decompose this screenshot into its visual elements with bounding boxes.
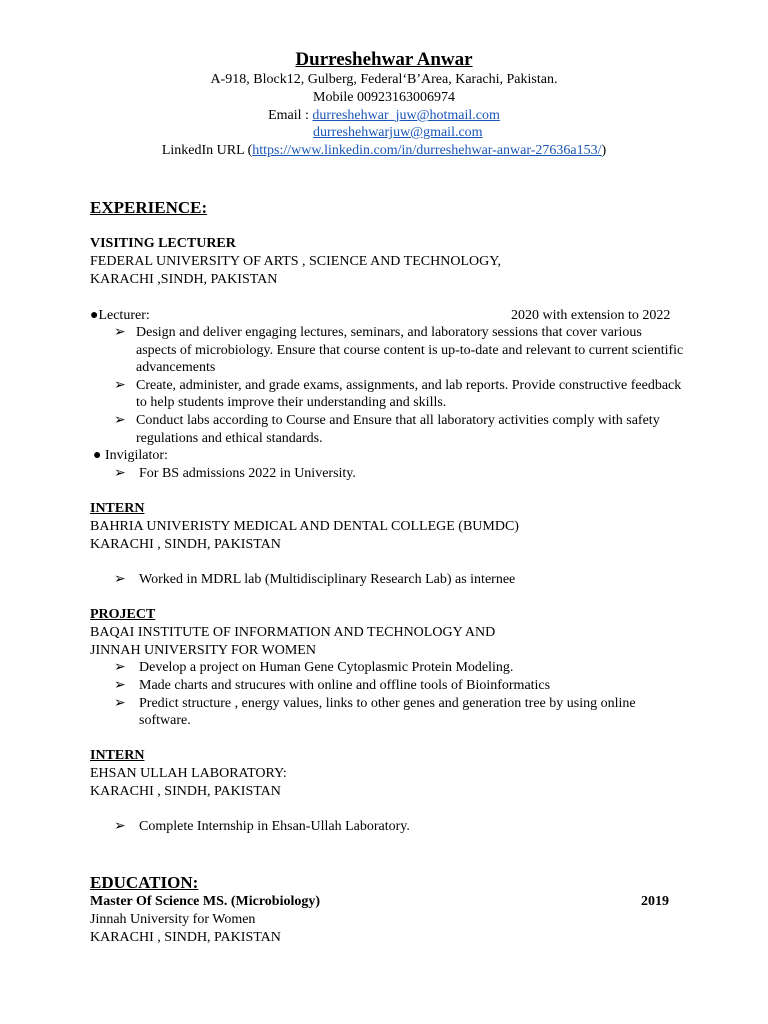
list-item: ➢ Design and deliver engaging lectures, seminars, and laboratory sessions that cover various — [114, 325, 642, 340]
school-location: KARACHI , SINDH, PAKISTAN — [90, 930, 281, 945]
experience-heading: EXPERIENCE: — [90, 198, 208, 217]
list-item: ➢ Predict structure , energy values, links to other genes and generation tree by using online — [114, 696, 636, 711]
linkedin-link[interactable]: https://www.linkedin.com/in/durreshehwar-anwar-27636a153/ — [252, 143, 602, 158]
education-heading: EDUCATION: — [90, 873, 199, 892]
list-item-continued: aspects of microbiology. Ensure that course content is up-to-date and relevant to current scientific — [136, 343, 684, 358]
job3-title: PROJECT — [90, 607, 156, 622]
email-link-hotmail[interactable]: durreshehwar_juw@hotmail.com — [312, 108, 500, 123]
degree: Master Of Science MS. (Microbiology) — [90, 894, 321, 909]
invigilator-label: ● Invigilator: — [93, 448, 168, 463]
email-label: Email : — [268, 108, 313, 123]
arrow-bullet-icon: ➢ — [114, 466, 126, 481]
linkedin-close: ) — [601, 143, 607, 158]
job2-org: BAHRIA UNIVERISTY MEDICAL AND DENTAL COLLEGE (BUMDC) — [90, 519, 519, 534]
arrow-bullet-icon: ➢ — [114, 325, 126, 340]
list-item-continued: to help students improve their understanding and skills. — [136, 395, 447, 410]
address: A-918, Block12, Gulberg, Federal‘B’Area, Karachi, Pakistan. — [210, 72, 558, 87]
job4-org: EHSAN ULLAH LABORATORY: — [90, 766, 287, 781]
job1-title: VISITING LECTURER — [90, 236, 236, 251]
job3-org-line2: JINNAH UNIVERSITY FOR WOMEN — [90, 643, 316, 658]
email-line — [0, 107, 768, 125]
arrow-bullet-icon: ➢ — [114, 678, 126, 693]
job1-location: KARACHI ,SINDH, PAKISTAN — [90, 272, 278, 287]
degree-year: 2019 — [641, 894, 669, 909]
job4-location: KARACHI , SINDH, PAKISTAN — [90, 784, 281, 799]
job4-title: INTERN — [90, 748, 145, 763]
email-line-2 — [313, 124, 483, 142]
job3-org-line1: BAQAI INSTITUTE OF INFORMATION AND TECHNOLOGY AND — [90, 625, 496, 640]
list-item: ➢ Develop a project on Human Gene Cytoplasmic Protein Modeling. — [114, 660, 514, 675]
job1-org: FEDERAL UNIVERSITY OF ARTS , SCIENCE AND TECHNOLOGY, — [90, 254, 502, 269]
arrow-bullet-icon: ➢ — [114, 413, 126, 428]
list-item: ➢ Made charts and strucures with online and offline tools of Bioinformatics — [114, 678, 551, 693]
candidate-name: Durreshehwar Anwar — [295, 49, 473, 70]
arrow-bullet-icon: ➢ — [114, 660, 126, 675]
job2-location: KARACHI , SINDH, PAKISTAN — [90, 537, 281, 552]
list-item-continued: regulations and ethical standards. — [136, 431, 323, 446]
list-item: ➢ Conduct labs according to Course and Ensure that all laboratory activities comply with safety — [114, 413, 660, 428]
list-item: ➢ Worked in MDRL lab (Multidisciplinary Research Lab) as internee — [114, 572, 516, 587]
arrow-bullet-icon: ➢ — [114, 696, 126, 711]
list-item: ➢ For BS admissions 2022 in University. — [114, 466, 356, 481]
arrow-bullet-icon: ➢ — [114, 572, 126, 587]
list-item-continued: advancements — [136, 360, 216, 375]
list-item-continued: software. — [139, 713, 191, 728]
job2-title: INTERN — [90, 501, 145, 516]
list-item: ➢ Complete Internship in Ehsan-Ullah Laboratory. — [114, 819, 410, 834]
linkedin-label: LinkedIn URL ( — [161, 143, 253, 158]
mobile: Mobile 00923163006974 — [313, 90, 455, 105]
list-item: ➢ Create, administer, and grade exams, assignments, and lab reports. Provide constructive feedback — [114, 378, 682, 393]
lecturer-dates: 2020 with extension to 2022 — [511, 308, 671, 323]
arrow-bullet-icon: ➢ — [114, 378, 126, 393]
school: Jinnah University for Women — [90, 912, 256, 927]
email-link-gmail[interactable]: durreshehwarjuw@gmail.com — [313, 125, 483, 140]
arrow-bullet-icon: ➢ — [114, 819, 126, 834]
linkedin-line — [0, 142, 768, 160]
lecturer-label: ●Lecturer: — [90, 308, 150, 323]
